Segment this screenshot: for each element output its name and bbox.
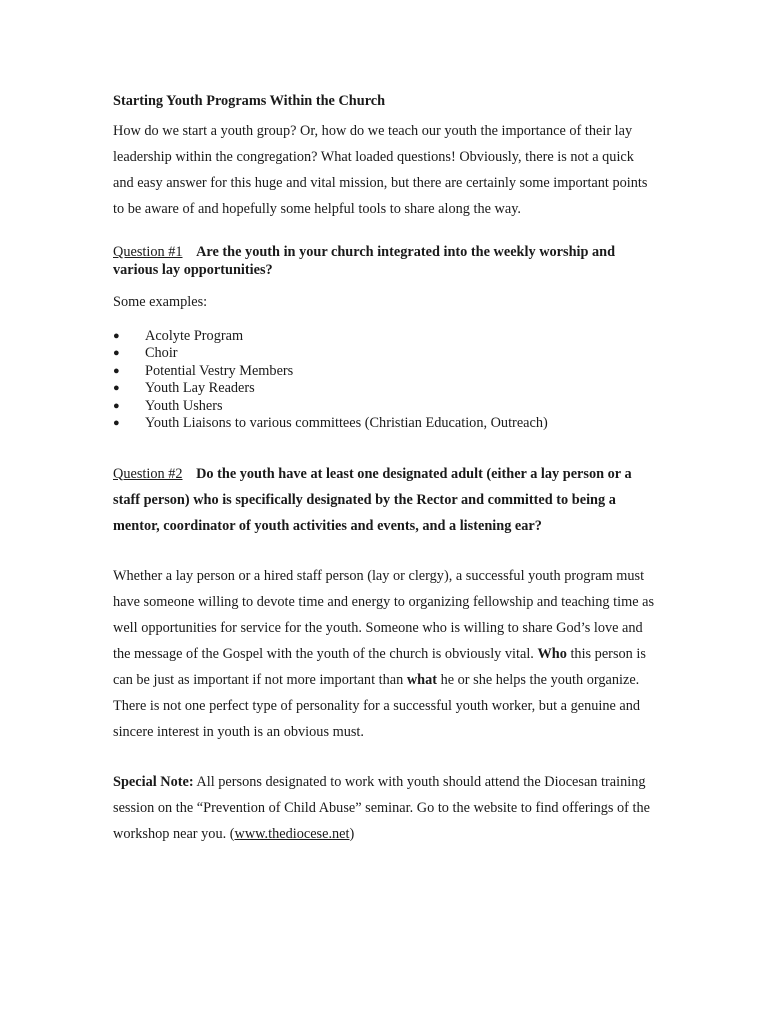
bullet-icon: ● — [113, 347, 120, 359]
special-note-close: ) — [349, 825, 355, 842]
examples-list — [113, 328, 658, 433]
body-emphasis-what: what — [406, 671, 438, 688]
list-item — [113, 345, 658, 363]
document-title: Starting Youth Programs Within the Church — [113, 93, 386, 109]
bullet-icon: ● — [113, 329, 120, 342]
question-1-text: Are the youth in your church integrated into the weekly worship and various lay opportunities? — [113, 244, 616, 278]
body-text-part-1: Whether a lay person or a hired staff person (lay or clergy), a successful youth program must have someone willing to devote time and energy to organizing fellowship and teaching time as well opportunities for service for the youth. Someone who is willing to share God’s love and the message of the Gospel with the youth of the church is obviously vital. — [113, 567, 655, 662]
example-text: Acolyte Program — [145, 327, 244, 344]
list-item — [113, 415, 658, 433]
list-item — [113, 398, 658, 416]
question-2-label: Question #2 — [113, 465, 183, 482]
bullet-icon: ● — [113, 364, 120, 377]
examples-label: Some examples: — [113, 294, 208, 310]
list-item — [113, 328, 658, 346]
example-text: Youth Lay Readers — [145, 380, 255, 396]
intro-paragraph: How do we start a youth group? Or, how do we teach our youth the importance of their lay leadership within the congregation? What loaded questions! Obviously, there is not a quick and easy answer for this huge and vital mission, but there are certainly some important points to be aware of and hopefully some helpful tools to share along the way. — [113, 123, 648, 217]
question-2 — [113, 461, 658, 539]
bullet-icon: ● — [113, 382, 120, 394]
question-2-text: Do the youth have at least one designated adult (either a lay person or a staff person) who is specifically designated by the Rector and committed to being a mentor, coordinator of youth activities and events, and a listening ear? — [113, 465, 632, 534]
example-text: Youth Ushers — [145, 397, 223, 414]
special-note-text: All persons designated to work with youth should attend the Diocesan training session on the “Prevention of Child Abuse” seminar. Go to the website to find offerings of the workshop near you. ( — [113, 773, 650, 842]
bullet-icon: ● — [113, 417, 120, 429]
bullet-icon: ● — [113, 399, 120, 412]
body-emphasis-who: Who — [537, 645, 567, 662]
list-item — [113, 380, 658, 398]
question-1-label: Question #1 — [113, 244, 183, 260]
example-text: Potential Vestry Members — [145, 362, 294, 379]
question-1 — [113, 244, 658, 279]
special-note-paragraph — [113, 769, 658, 847]
diocese-website-link[interactable]: www.thediocese.net — [234, 825, 350, 842]
special-note-label: Special Note: — [113, 773, 194, 790]
example-text: Youth Liaisons to various committees (Christian Education, Outreach) — [145, 415, 548, 431]
body-paragraph — [113, 563, 658, 745]
body-text-part-3: he or she helps the youth organize. There is not one perfect type of personality for a successful youth worker, but a genuine and sincere interest in youth is an obvious must. — [113, 671, 641, 740]
body-text-part-2: this person is can be just as important if not more important than — [113, 645, 646, 688]
example-text: Choir — [145, 345, 178, 361]
list-item — [113, 363, 658, 381]
document-page — [113, 88, 658, 847]
